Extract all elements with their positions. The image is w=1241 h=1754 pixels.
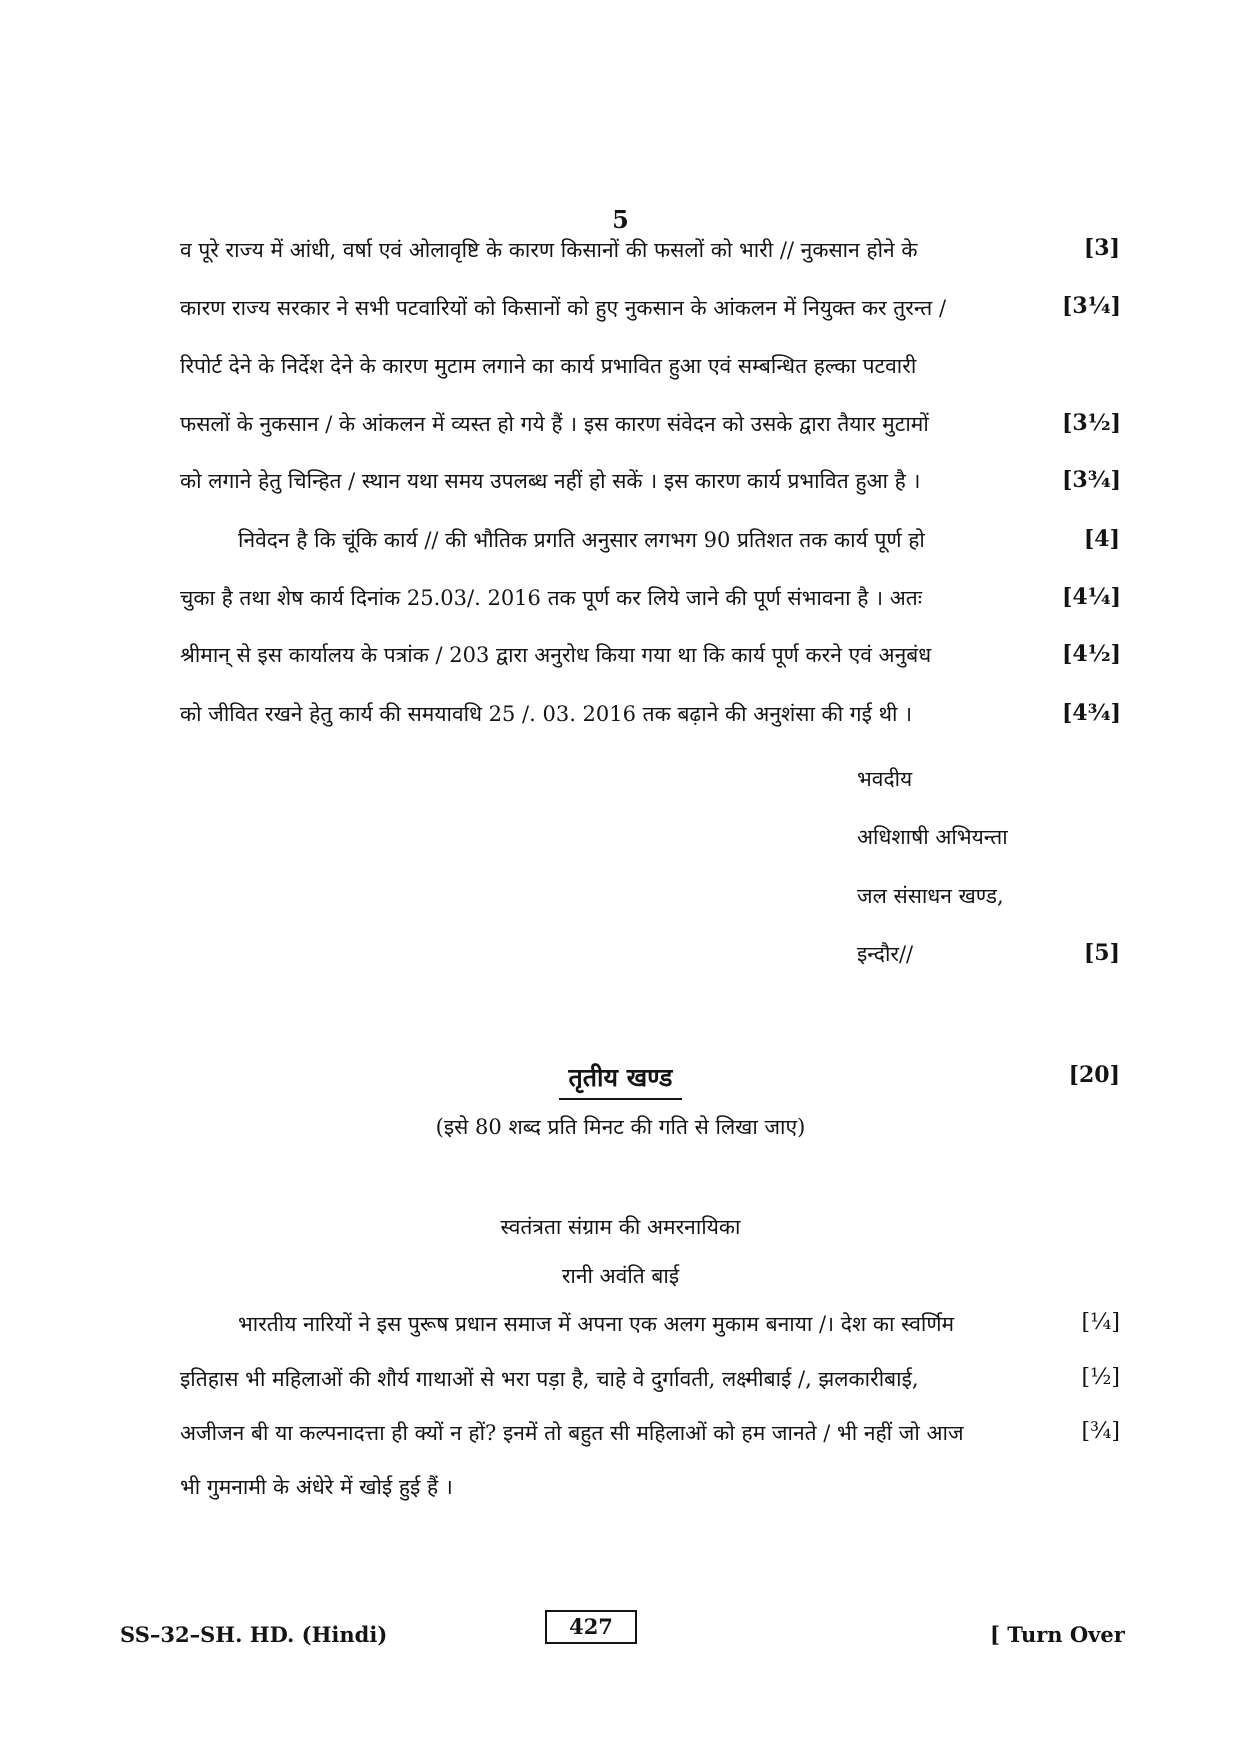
marks-label: [½] <box>1081 1365 1120 1390</box>
marks-label: [3] <box>1083 235 1120 261</box>
page-number: 5 <box>612 205 629 234</box>
paper-code: SS–32–SH. HD. (Hindi) <box>120 1622 388 1647</box>
marks-label: [4] <box>1083 526 1120 552</box>
text-line: फसलों के नुकसान / के आंकलन में व्यस्त हो गये हैं । इस कारण संवेदन को उसके द्वारा तैयार मुटामों <box>180 412 929 436</box>
signature-department: जल संसाधन खण्ड, <box>857 884 1004 908</box>
text-line: व पूरे राज्य में आंधी, वर्षा एवं ओलावृष्टि के कारण किसानों की फसलों को भारी // नुकसान होने के <box>180 238 918 262</box>
section-instruction: (इसे 80 शब्द प्रति मिनट की गति से लिखा जाए) <box>435 1115 806 1139</box>
marks-label: [3¾] <box>1062 467 1122 493</box>
text-line: चुका है तथा शेष कार्य दिनांक 25.03/. 2016 तक पूर्ण कर लिये जाने की पूर्ण संभावना है । अतः <box>180 586 922 610</box>
marks-label: [¾] <box>1081 1419 1120 1444</box>
paragraph-first-line: निवेदन है कि चूंकि कार्य // की भौतिक प्रगति अनुसार लगभग 90 प्रतिशत तक कार्य पूर्ण हो <box>238 528 925 552</box>
passage-subtitle: रानी अवंति बाई <box>561 1264 680 1288</box>
marks-label: [3¼] <box>1062 293 1122 319</box>
text-line: अजीजन बी या कल्पनादत्ता ही क्यों न हों? इनमें तो बहुत सी महिलाओं को हम जानते / भी नहीं जो आज <box>180 1421 964 1445</box>
section-marks: [20] <box>1068 1062 1120 1088</box>
section-heading <box>0 1060 1241 1094</box>
marks-label: [4¼] <box>1062 584 1122 610</box>
text-line: रिपोर्ट देने के निर्देश देने के कारण मुटाम लगाने का कार्य प्रभावित हुआ एवं सम्बन्धित हल्का पटवारी <box>180 354 917 378</box>
signature-place: इन्दौर// <box>857 942 914 966</box>
marks-label: [5] <box>1083 940 1120 966</box>
marks-label: [4½] <box>1062 641 1122 667</box>
marks-label: [¼] <box>1081 1310 1120 1335</box>
signature-designation: अधिशाषी अभियन्ता <box>857 825 1008 849</box>
section-heading-text: तृतीय खण्ड <box>559 1063 683 1100</box>
text-line: भी गुमनामी के अंधेरे में खोई हुई हैं । <box>180 1475 453 1499</box>
marks-label: [3½] <box>1062 410 1122 436</box>
text-line: इतिहास भी महिलाओं की शौर्य गाथाओं से भरा पड़ा है, चाहे वे दुर्गावती, लक्ष्मीबाई /, झलकारीबाई, <box>180 1367 919 1391</box>
text-line: को जीवित रखने हेतु कार्य की समयावधि 25 /. 03. 2016 तक बढ़ाने की अनुशंसा की गई थी । <box>180 702 913 726</box>
page-box-number: 427 <box>545 1610 637 1644</box>
text-line: को लगाने हेतु चिन्हित / स्थान यथा समय उपलब्ध नहीं हो सकें । इस कारण कार्य प्रभावित हुआ है । <box>180 469 921 493</box>
passage-title: स्वतंत्रता संग्राम की अमरनायिका <box>500 1215 741 1239</box>
text-line: कारण राज्य सरकार ने सभी पटवारियों को किसानों को हुए नुकसान के आंकलन में नियुक्त कर तुरन्त / <box>180 296 947 320</box>
paragraph-first-line: भारतीय नारियों ने इस पुरूष प्रधान समाज में अपना एक अलग मुकाम बनाया /। देश का स्वर्णिम <box>238 1312 955 1336</box>
marks-label: [4¾] <box>1062 700 1122 726</box>
signature-closing: भवदीय <box>857 767 913 791</box>
text-line: श्रीमान् से इस कार्यालय के पत्रांक / 203 द्वारा अनुरोध किया गया था कि कार्य पूर्ण करने एवं अनुबंध <box>180 643 932 667</box>
turn-over-label: [ Turn Over <box>990 1622 1125 1647</box>
